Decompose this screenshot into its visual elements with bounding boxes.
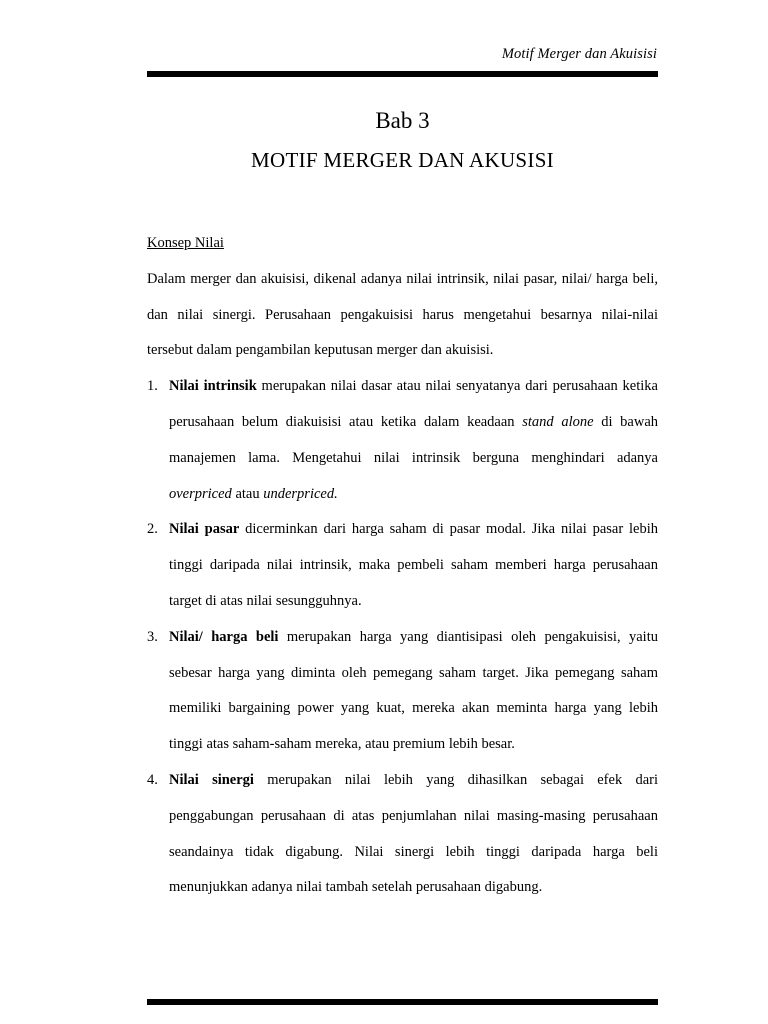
item-text: merupakan nilai lebih yang dihasilkan sebagai efek dari penggabungan perusahaan di atas penjumlahan nilai masing-masing perusahaan seandainya tidak digabung. Nilai sinergi lebih tinggi daripada harga beli menunjukkan adanya nilai tambah setelah perusahaan digabung. xyxy=(169,771,659,896)
item-text: merupakan harga yang diantisipasi oleh pengakuisisi, yaitu sebesar harga yang diminta oleh pemegang saham target. Jika pemegang saham memiliki bargaining power yang kuat, mereka akan meminta harga yang lebih tinggi atas saham-saham mereka, atau premium lebih besar. xyxy=(169,628,658,753)
item-text: merupakan nilai dasar atau nilai senyatanya dari perusahaan ketika perusahaan belum diakuisisi atau ketika dalam keadaan xyxy=(169,378,658,430)
term-label: Nilai sinergi xyxy=(169,771,254,788)
list-item-number: 2. xyxy=(147,521,158,538)
item-text: di bawah manajemen lama. Mengetahui nilai intrinsik berguna menghindari adanya xyxy=(169,413,659,466)
list-item-number: 4. xyxy=(147,771,158,788)
chapter-title: MOTIF MERGER DAN AKUSISI xyxy=(251,148,554,172)
list-item-intrinsic-value xyxy=(147,369,658,512)
list-item-purchase-value xyxy=(147,620,658,763)
italic-term: underpriced. xyxy=(263,485,338,502)
section-heading: Konsep Nilai xyxy=(147,235,224,251)
header-rule xyxy=(147,71,658,77)
running-header: Motif Merger dan Akuisisi xyxy=(501,46,657,62)
italic-term: stand alone xyxy=(522,413,594,430)
italic-term: overpriced xyxy=(169,485,232,502)
intro-paragraph: Dalam merger dan akuisisi, dikenal adanya nilai intrinsik, nilai pasar, nilai/ harga beli, dan nilai sinergi. Perusahaan pengakuisisi harus mengetahui besarnya nilai-nilai tersebut dalam pengambilan keputusan merger dan akuisisi. xyxy=(147,270,658,359)
item-text: atau xyxy=(231,485,264,502)
page-content xyxy=(147,226,658,906)
list-item-synergy-value xyxy=(147,763,658,906)
list-item-number: 3. xyxy=(147,628,158,645)
value-concept-list xyxy=(147,369,658,906)
list-item-market-value xyxy=(147,512,658,619)
list-item-number: 1. xyxy=(147,378,158,395)
term-label: Nilai/ harga beli xyxy=(169,628,279,645)
term-label: Nilai intrinsik xyxy=(169,378,257,395)
item-text: dicerminkan dari harga saham di pasar modal. Jika nilai pasar lebih tinggi daripada nilai intrinsik, maka pembeli saham memberi harga perusahaan target di atas nilai sesungguhnya. xyxy=(169,521,658,609)
footer-rule xyxy=(147,999,658,1005)
term-label: Nilai pasar xyxy=(169,521,240,538)
chapter-number: Bab 3 xyxy=(375,108,430,133)
